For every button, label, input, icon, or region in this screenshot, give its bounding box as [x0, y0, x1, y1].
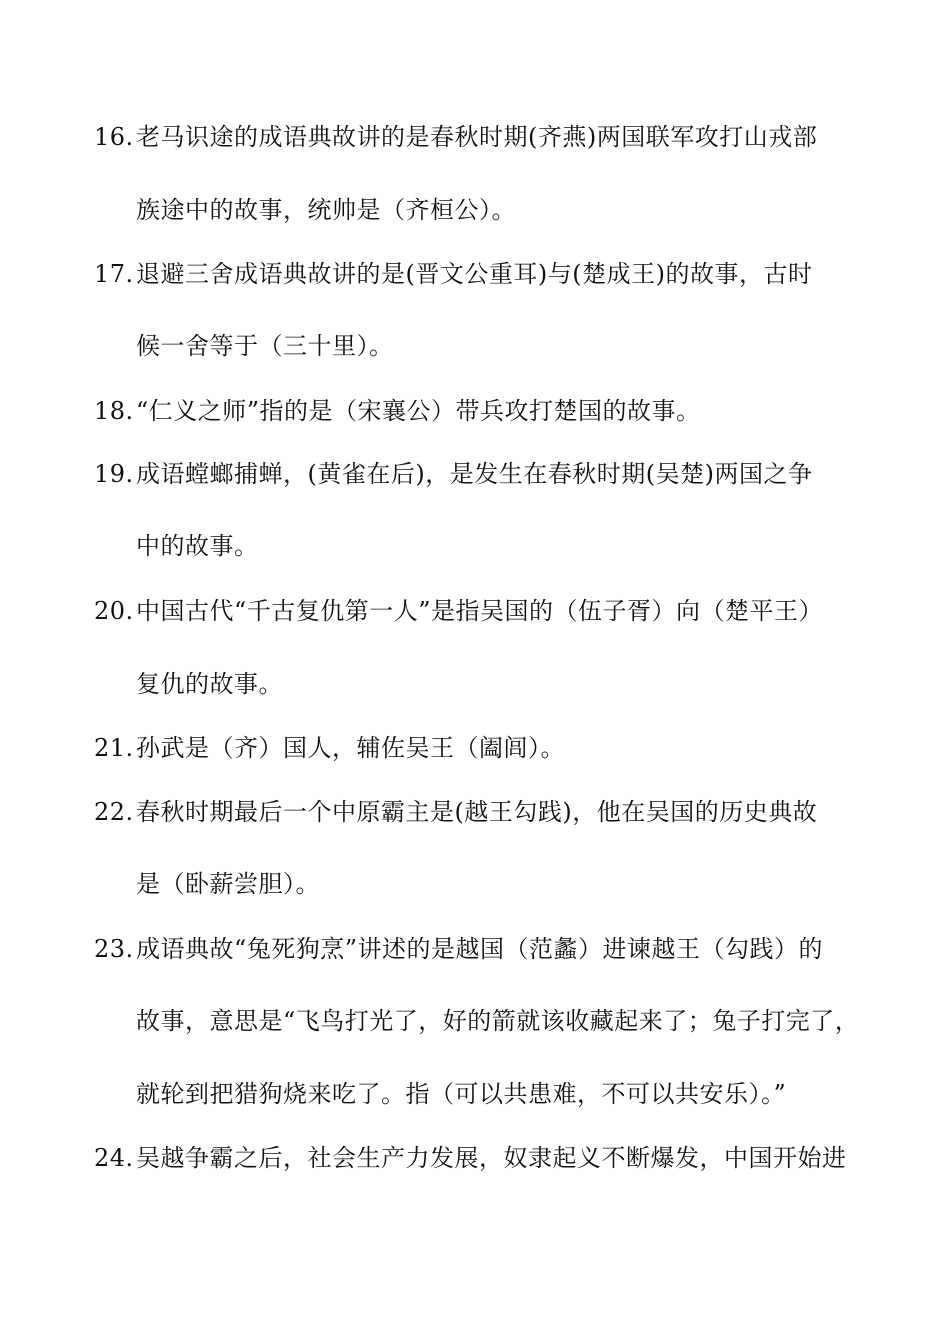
item-text: 是（卧薪尝胆）。 [136, 870, 320, 898]
item-text: 成语螳螂捕蝉，(黄雀在后)，是发生在春秋时期(吴楚)两国之争 [136, 460, 813, 488]
item-text: 孙武是（齐）国人，辅佐吴王（阖闾）。 [136, 734, 565, 762]
item-number: 22. [94, 798, 134, 826]
item-text: 就轮到把猎狗烧来吃了。指（可以共患难，不可以共安乐）。” [136, 1080, 787, 1108]
item-text: 退避三舍成语典故讲的是(晋文公重耳)与(楚成王)的故事，古时 [136, 260, 813, 288]
item-text: 成语典故“兔死狗烹”讲述的是越国（范蠡）进谏越王（勾践）的 [136, 935, 824, 963]
item-text: “仁义之师”指的是（宋襄公）带兵攻打楚国的故事。 [136, 397, 701, 425]
item-text: 春秋时期最后一个中原霸主是(越王勾践)，他在吴国的历史典故 [136, 798, 818, 826]
item-text: 中的故事。 [136, 532, 259, 560]
item-text: 复仇的故事。 [136, 670, 283, 698]
item-text: 故事，意思是“飞鸟打光了，好的箭就该收藏起来了；兔子打完了， [136, 1007, 860, 1035]
item-number: 20. [94, 597, 134, 625]
item-number: 19. [94, 460, 134, 488]
item-text: 老马识途的成语典故讲的是春秋时期(齐燕)两国联军攻打山戎部 [136, 123, 818, 151]
item-text: 候一舍等于（三十里）。 [136, 332, 394, 360]
item-text: 族途中的故事，统帅是（齐桓公）。 [136, 196, 516, 224]
item-number: 16. [94, 123, 134, 151]
item-text: 吴越争霸之后，社会生产力发展，奴隶起义不断爆发，中国开始进 [136, 1144, 847, 1172]
item-number: 24. [94, 1144, 134, 1172]
item-number: 18. [94, 397, 134, 425]
item-number: 21. [94, 734, 134, 762]
item-number: 17. [94, 260, 134, 288]
item-text: 中国古代“千古复仇第一人”是指吴国的（伍子胥）向（楚平王） [136, 597, 824, 625]
item-number: 23. [94, 935, 134, 963]
